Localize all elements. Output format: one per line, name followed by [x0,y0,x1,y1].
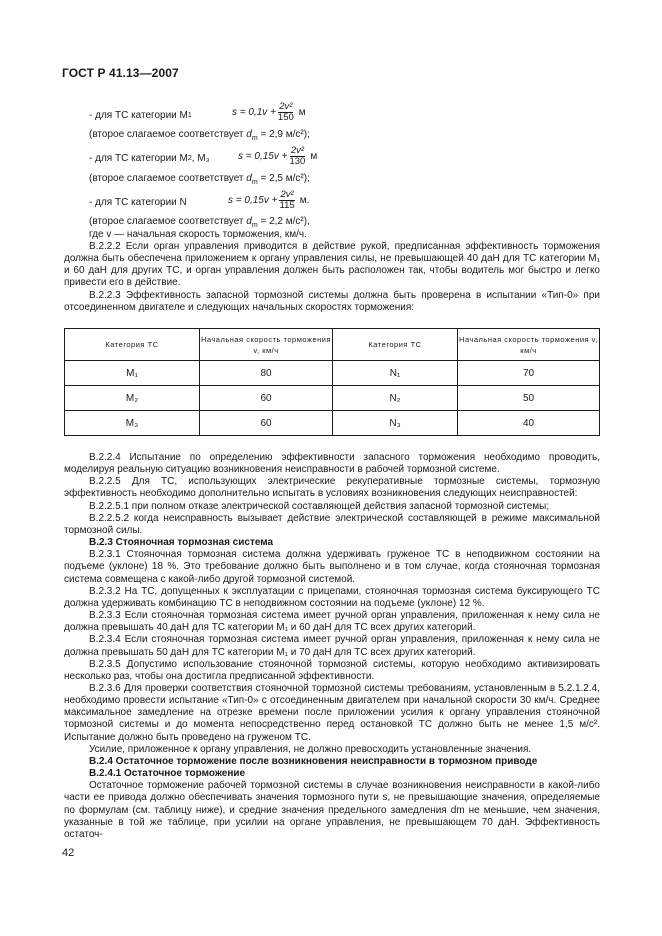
formula-label-sub: 1 [187,112,192,119]
formula-note-m1 [89,129,310,142]
note-var: d [246,129,252,140]
formula-expression-n [228,190,309,211]
paragraph: В.2.3.2 На ТС, допущенных к эксплуатации с прицепами, стояночная тормозная система буксирующего ТС должна удерживать комбинацию ТС в неподвижном состоянии на подъеме (уклоне) 12 %. [64,585,600,609]
table-cell: М₃ [65,411,200,436]
paragraph: В.2.3.4 Если стояночная тормозная система имеет ручной орган управления, приложенная к нему сила не должна превышать 50 даН для ТС категории М₁ и 70 даН для ТС всех других категорий. [64,634,600,658]
note-suffix: = 2,2 м/с²), [257,216,310,227]
table-row [65,386,600,411]
paragraph: В.2.3.6 Для проверки соответствия стояночной тормозной системы требованиям, установленным в 5.2.1.2.4, необходимо провести испытание «Тип-0» с отсоединенным двигателем при начальной скорости 30 км/ч. Среднее максимальное замедление на отрезке времени после приложении усилия к органу управления стояночной тормозной системы и до момента непосредственно перед остановкой ТС должно быть не менее 1,5 м/с². Испытание должно быть проведено на груженом ТС. [64,682,600,743]
formula-expression-m1 [232,102,306,123]
table-cell: N₁ [333,361,458,386]
formula-label-n [89,197,187,208]
speed-table [64,328,600,436]
note-var: d [246,216,252,227]
table-header-row [65,329,600,361]
table-cell: М₂ [65,386,200,411]
paragraph: В.2.3.1 Стояночная тормозная система должна удерживать груженое ТС в неподвижном состоянии на подъеме (уклоне) 18 %. Это требование должно быть выполнено и в том случае, когда стояночная тормозная система совмещена с какой-либо другой тормозной системой. [64,549,600,585]
paragraph: В.2.2.4 Испытание по определению эффективности запасного торможения необходимо проводить, моделируя реальную ситуацию возникновения неисправности в рабочей тормозной системе. [64,452,600,476]
subsection-heading: В.2.4.1 Остаточное торможение [89,768,246,780]
table-cell: 70 [458,361,600,386]
paragraph: Остаточное торможение рабочей тормозной системы в случае возникновения неисправности в какой-либо части ее привода должно обеспечивать значения тормозного пути s, не превышающие значения, определяемые по формулам (см. таблицу ниже), и средние значения предельного замедления dm не меньшие, чем значения, указанные в той же таблице, при усилии на органе управления, не превышающем 70 даН. Эффективность остаточ- [64,780,600,840]
note-sub: m [251,179,258,186]
where-line: где v — начальная скорость торможения, км/ч. [89,229,307,240]
note-prefix: (второе слагаемое соответствует [89,216,247,227]
table-row [65,411,600,436]
formula-denominator: 130 [289,156,306,167]
formula-lhs: s = 0,1v + [232,107,276,118]
formula-denominator: 150 [277,112,294,123]
table-cell: N₃ [333,411,458,436]
note-prefix: (второе слагаемое соответствует [89,173,247,184]
formula-lhs: s = 0,15v + [238,151,288,162]
formula-unit: м [310,151,318,162]
note-prefix: (второе слагаемое соответствует [89,129,247,140]
paragraph: В.2.2.5 Для ТС, использующих электрические рекуперативные тормозные системы, тормозную эффективность необходимо дополнительно испытать в условиях возникновения следующих неисправностей: [64,476,600,500]
note-suffix: = 2,9 м/с²); [257,129,310,140]
section-heading: В.2.4 Остаточное торможение после возникновения неисправности в тормозном приводе [89,755,538,767]
paragraph: В.2.3.5 Допустимо использование стояночной тормозной системы, которую необходимо активизировать несколько раз, чтобы она достигла предписанной эффективности. [64,658,600,682]
formula-numerator: 2v² [290,145,305,156]
paragraph: Усилие, приложенное к органу управления, не должно превосходить установленные значения. [89,743,532,755]
paragraph: В.2.3.3 Если стояночная тормозная система имеет ручной орган управления, приложенная к нему сила не должна превышать 40 даН для ТС категории М₁ и 60 даН для ТС всех других категорий. [64,610,600,634]
formula-label-m1 [89,110,192,121]
table-cell: 60 [200,386,333,411]
table-header-cell: Категория ТС [65,329,200,361]
note-sub: m [251,135,258,142]
formula-numerator: 2v² [280,189,294,200]
formula-label-sub: 2 [187,155,192,162]
paragraphs-bottom [64,452,600,841]
formula-fraction [279,190,294,211]
table-cell: 50 [458,386,600,411]
table-header-cell: Начальная скорость торможения v, км/ч [200,329,333,361]
table-cell: 80 [200,361,333,386]
table-row [65,361,600,386]
paragraphs-top [64,241,600,314]
note-suffix: = 2,5 м/с²); [257,173,310,184]
formula-denominator: 115 [279,200,295,211]
formula-label-text: - для ТС категории N [89,197,187,208]
formula-label-suffix: , М₃ [191,153,210,164]
formula-numerator: 2v² [279,101,293,112]
table-cell: 60 [200,411,333,436]
formula-fraction [278,102,294,123]
formula-label-text: - для ТС категории М [89,153,188,164]
section-heading: В.2.3 Стояночная тормозная система [89,537,274,549]
table-header-cell: Категория ТС [333,329,458,361]
formula-expression-m2 [238,146,317,167]
formula-label-m2 [89,153,210,164]
formula-lhs: s = 0,15v + [228,195,278,206]
formula-label-text: - для ТС категории М [89,110,188,121]
note-sub: m [251,222,258,229]
paragraph: В.2.2.5.2 когда неисправность вызывает действие электрической составляющей в режиме максимальной тормозной силы. [64,512,600,536]
table-cell: N₂ [333,386,458,411]
formula-note-m2 [89,173,310,186]
page-number: 42 [62,847,75,859]
formula-note-n [89,216,310,229]
document-header: ГОСТ Р 41.13—2007 [62,66,179,80]
paragraph: В.2.2.5.1 при полном отказе электрической составляющей действия запасной тормозной системы; [89,500,550,512]
paragraph: В.2.2.3 Эффективность запасной тормозной системы должна быть проверена в испытании «Тип-0» при отсоединенном двигателе и следующих начальных скоростях торможения: [64,289,600,313]
formula-fraction [289,146,305,167]
table-cell: М₁ [65,361,200,386]
formula-unit: м. [299,195,310,206]
paragraph: В.2.2.2 Если орган управления приводится в действие рукой, предписанная эффективность торможения должна быть обеспечена приложением к органу управления силы, не превышающей 40 даН для ТС категории М₁ и 60 даН для других ТС, и орган управления должен быть расположен так, чтобы водитель мог быстро и легко привести его в действие. [64,241,600,289]
note-var: d [246,173,252,184]
table-header-cell: Начальная скорость торможения v, км/ч [458,329,600,361]
formula-unit: м [298,107,306,118]
table-cell: 40 [458,411,600,436]
